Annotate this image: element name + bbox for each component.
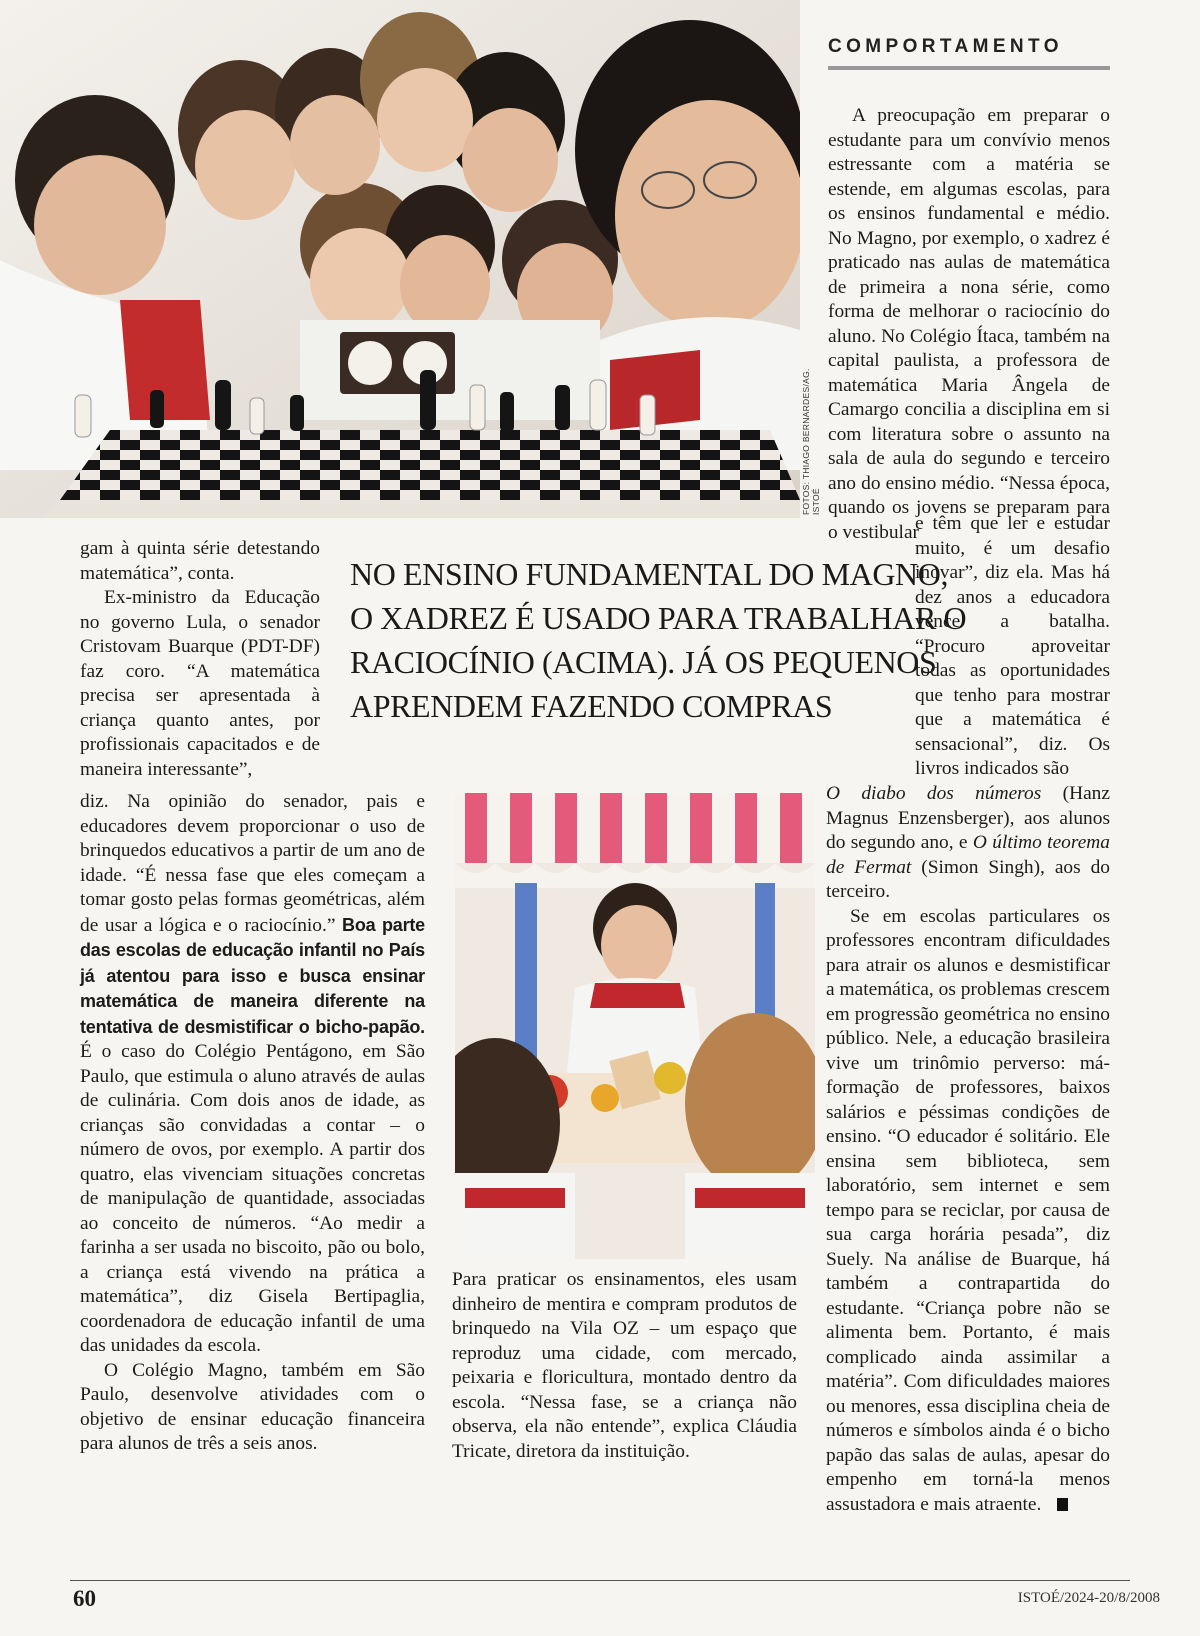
chess-photo-illustration <box>0 0 800 518</box>
photo-credit: FOTOS: THIAGO BERNARDES/AG. ISTOÉ <box>801 368 821 515</box>
highlight-text: Boa parte das escolas de educação infantil no País já atentou para isso e busca ensinar matemática de maneira diferente na tentativa de desmistificar o bicho-papão. <box>80 914 425 1037</box>
col1-paragraph-2: diz. Na opinião do senador, pais e educadores devem proporcionar o uso de brinquedos educativos a partir de um ano de idade. “É nessa fase que eles começam a tomar gosto pelas formas geométricas, além de usar a lógica e o raciocínio.” Boa parte das escolas de educação infantil no País já atentou para isso e busca ensinar matemática de maneira diferente na tentativa de desmistificar o bicho-papão. É o caso do Colégio Pentágono, em São Paulo, que estimula o aluno através de aulas de culinária. Com dois anos de idade, as crianças são convidadas a contar – o número de ovos, por exemplo. A partir dos quatro, elas vivenciam situações concretas de manipulação de quantidade, associadas ao conceito de números. “Ao medir a farinha a ser usada no biscoito, pão ou bolo, a criança está vivendo na prática a matemática”, diz Gisela Bertipaglia, coordenadora de educação infantil de uma das unidades da escola. <box>80 791 425 1356</box>
pull-quote <box>350 552 967 728</box>
pull-quote-line: APRENDEM FAZENDO COMPRAS <box>350 688 833 724</box>
col1-text-2-end: É o caso do Colégio Pentágono, em São Paulo, que estimula o aluno através de aulas de culinária. Com dois anos de idade, as crianças são convidadas a contar – o número de ovos, por exemplo. A partir dos quatro, elas vivenciam situações concretas de manipulação de quantidade, associadas ao conceito de números. “Ao medir a farinha a ser usada no biscoito, pão ou bolo, a criança está vivendo na prática a matemática”, diz Gisela Bertipaglia, coordenadora de educação infantil de uma das unidades da escola. <box>80 1041 425 1356</box>
footer-rule <box>70 1580 1130 1581</box>
column-right-top <box>828 104 1110 545</box>
column-left-bottom <box>80 790 425 1457</box>
col3-paragraph-2 <box>826 905 1110 1518</box>
pull-quote-line: O XADREZ É USADO PARA TRABALHAR O <box>350 600 967 636</box>
column-left-top <box>80 537 320 586</box>
page-number: 60 <box>73 1586 96 1611</box>
col3-text-1c: (Hanz Magnus Enzensberger), aos alunos do segundo ano, e <box>826 783 1110 853</box>
col3-paragraph-1b <box>915 512 1110 782</box>
section-title: COMPORTAMENTO <box>828 36 1063 57</box>
shop-photo-illustration <box>455 793 815 1259</box>
col3-text-2: Se em escolas particulares os professores encontram dificuldades para atrair os alunos e desmistificar a matemática, os problemas crescem em progressão geométrica no ensino público. Nele, a educação brasileira vive um trinômio perverso: má-formação de professores, baixos salários e péssimas condições de ensino. “O educador é solitário. Ele ensina sem biblioteca, sem laboratório, sem internet e sem tempo para se reciclar, por causa de sua carga horária pesada”, diz Suely. Na análise de Buarque, há também a contrapartida do estudante. “Criança pobre não se alimenta bem. Portanto, é mais complicado ainda assimilar a matéria”. Com dificuldades maiores ou menores, essa disciplina cheia de números e símbolos ainda é o bicho papão das salas de aulas, apesar do empenho em torná-la menos assustadora e mais atraente. <box>826 905 1110 1515</box>
col3-text-1b: e têm que ler e estudar muito, é um desafio inovar”, diz ela. Mas há dez anos a educadora vence a batalha. “Procuro aproveitar todas as oportunidades que tenho para mostrar que a matemática é sensacional”, diz. Os livros indicados são <box>915 513 1110 779</box>
book-title-1: O diabo dos números <box>826 783 1042 804</box>
col3-books-paragraph <box>826 782 1110 905</box>
col1-paragraph-2-start: Ex-ministro da Educação no governo Lula, o senador Cristovam Buarque (PDT-DF) faz coro. “A matemática precisa ser apresentada à criança quanto antes, por profissionais capacitados e de maneira interessante”, <box>80 587 320 780</box>
col1-paragraph-1: gam à quinta série detestando matemática”, conta. <box>80 538 320 584</box>
column-right-narrow <box>915 512 1110 782</box>
end-mark <box>1057 1498 1068 1511</box>
column-left-narrow <box>80 586 320 786</box>
col2-paragraph-1: Para praticar os ensinamentos, eles usam dinheiro de mentira e compram produtos de brinquedo na Vila OZ – um espaço que reproduz uma cidade, com mercado, peixaria e floricultura, montado dentro da escola. “Nessa fase, se a criança não observa, ela não entende”, explica Cláudia Tricate, diretora da instituição. <box>452 1269 797 1462</box>
pull-quote-line: NO ENSINO FUNDAMENTAL DO MAGNO, <box>350 556 949 592</box>
section-rule <box>828 66 1110 70</box>
pull-quote-line: RACIOCÍNIO (ACIMA). JÁ OS PEQUENOS <box>350 644 937 680</box>
column-middle <box>452 1268 797 1464</box>
publication-info: ISTOÉ/2024-20/8/2008 <box>1017 1590 1160 1606</box>
shop-photo <box>455 793 815 1259</box>
col3-paragraph-1: A preocupação em preparar o estudante para um convívio menos estressante com a matéria se estende, em algumas escolas, para os ensinos fundamental e médio. No Magno, por exemplo, o xadrez é praticado nas aulas de matemática de primeira a nona série, como forma de melhorar o raciocínio do aluno. No Colégio Ítaca, também na capital paulista, a professora de matemática Maria Ângela de Camargo concilia a disciplina em si com literatura sobre o assunto na sala de aula do segundo e terceiro ano do ensino médio. “Nessa época, quando os jovens se preparam para o vestibular <box>828 105 1110 543</box>
col1-paragraph-3: O Colégio Magno, também em São Paulo, desenvolve atividades com o objetivo de ensinar educação financeira para alunos de três a seis anos. <box>80 1359 425 1454</box>
chess-photo <box>0 0 800 518</box>
col3-text-1d: (Simon Singh), aos do terceiro. <box>826 856 1110 902</box>
column-right-bottom <box>826 782 1110 1517</box>
book-title-2: O último teorema de Fermat <box>826 832 1110 878</box>
